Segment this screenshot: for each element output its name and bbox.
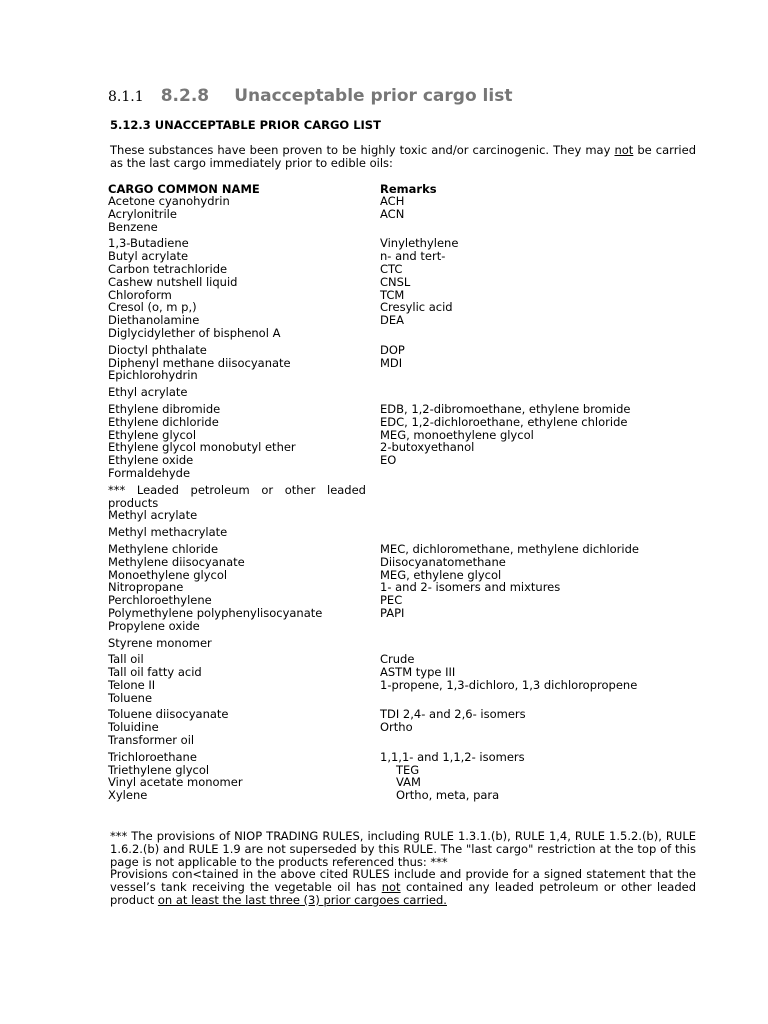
cargo-row [108,594,694,607]
intro-paragraph [110,144,696,170]
cargo-name: Formaldehyde [108,465,191,480]
intro-text-1: These substances have been proven to be highly toxic and/or carcinogenic. They may [110,143,615,157]
cargo-remark: 1- and 2- isomers and mixtures [380,580,561,595]
cargo-remark: MEG, ethylene glycol [380,567,502,582]
cargo-remark: EO [380,453,397,468]
cargo-row [108,734,694,747]
cargo-name: Cashew nutshell liquid [108,274,238,289]
cargo-name: Butyl acrylate [108,249,189,264]
cargo-name: Telone II [108,677,156,692]
cargo-name: Toluene [108,690,153,705]
cargo-remark [380,637,694,650]
cargo-remark: Cresylic acid [380,300,453,315]
cargo-row [108,666,694,679]
cargo-remark [380,734,694,747]
cargo-remark: DEA [380,313,404,328]
cargo-name: Diglycidylether of bisphenol A [108,325,281,340]
cargo-row [108,789,694,802]
cargo-name: Methylene diisocyanate [108,554,245,569]
cargo-remark: PEC [380,593,403,608]
footnote-paragraph-1: *** The provisions of NIOP TRADING RULES, including RULE 1.3.1.(b), RULE 1,4, RULE 1.5.2.(b), RULE 1.6.2.(b) and RULE 1.9 are not superseded by this RULE. The "last cargo" restriction at the top of this page is not applicable to the products referenced thus: *** [110,829,696,869]
cargo-remark: 2-butoxyethanol [380,440,475,455]
cargo-name: Ethylene dibromide [108,401,221,416]
cargo-name: Perchloroethylene [108,593,212,608]
cargo-name: Methylene chloride [108,541,219,556]
cargo-remark: Vinylethylene [380,236,459,251]
cargo-row [108,416,694,429]
cargo-remark: ASTM type III [380,665,456,680]
cargo-name: Xylene [108,788,148,803]
footnote-underlined-clause: on at least the last three (3) prior cargoes carried. [157,892,447,907]
cargo-remark: TDI 2,4- and 2,6- isomers [380,707,526,722]
cargo-list [108,195,694,802]
cargo-remark: EDB, 1,2-dibromoethane, ethylene bromide [380,401,631,416]
cargo-row [108,620,694,633]
cargo-name: Methyl acrylate [108,508,198,523]
cargo-row [108,751,694,764]
cargo-name: Diethanolamine [108,313,200,328]
cargo-remark: ACN [380,206,405,221]
cargo-name: Nitropropane [108,580,184,595]
footnote-text-b: contained any leaded petroleum or other leaded product [110,880,696,907]
cargo-name: Benzene [108,219,158,234]
cargo-name: Triethylene glycol [108,762,210,777]
cargo-name: Vinyl acetate monomer [108,775,243,790]
cargo-row [108,607,694,620]
cargo-row [108,386,694,399]
cargo-name: 1,3-Butadiene [108,236,189,251]
cargo-row [108,526,694,539]
cargo-remark [380,221,694,234]
cargo-remark [380,526,694,539]
cargo-name: Ethyl acrylate [108,385,188,400]
cargo-remark: CTC [380,261,403,276]
cargo-row [108,369,694,382]
cargo-name: Transformer oil [108,733,195,748]
cargo-remark: TCM [380,287,405,302]
cargo-row [108,467,694,480]
cargo-remark: MEG, monoethylene glycol [380,427,534,442]
cargo-name: Trichloroethane [108,749,197,764]
cargo-name: Polymethylene polyphenylisocyanate [108,605,323,620]
cargo-row [108,692,694,705]
cargo-remark: Ortho, meta, para [396,788,500,803]
cargo-name: Ethylene glycol [108,427,197,442]
cargo-name: Tall oil [108,652,144,667]
cargo-remark: n- and tert- [380,249,446,264]
cargo-row [108,484,694,510]
cargo-remark: 1,1,1- and 1,1,2- isomers [380,749,525,764]
cargo-name: Ethylene dichloride [108,414,219,429]
cargo-name: Tall oil fatty acid [108,665,202,680]
cargo-row [108,276,694,289]
cargo-remark: Ortho [380,720,413,735]
section-number: 8.2.8 [160,86,210,106]
cargo-remark [380,467,694,480]
footnote [110,830,696,907]
cargo-remark: MDI [380,355,403,370]
cargo-row [108,441,694,454]
cargo-remark: TEG [396,762,420,777]
cargo-name: Ethylene oxide [108,453,194,468]
cargo-name: Diphenyl methane diisocyanate [108,355,291,370]
cargo-remark [380,509,694,522]
cargo-remark: PAPI [380,605,405,620]
cargo-row [108,263,694,276]
cargo-name: *** Leaded petroleum or other leaded products [108,482,366,510]
cargo-row [108,344,694,357]
cargo-row [108,637,694,650]
cargo-name: Dioctyl phthalate [108,342,207,357]
cargo-remark: DOP [380,342,405,357]
remarks-header: Remarks [380,182,437,196]
cargo-name: Methyl methacrylate [108,525,228,540]
cargo-row [108,454,694,467]
cargo-remark: CNSL [380,274,411,289]
cargo-remark [380,369,694,382]
cargo-row [108,556,694,569]
cargo-row [108,327,694,340]
section-heading [108,86,512,106]
cargo-remark: VAM [396,775,421,790]
cargo-remark: MEC, dichloromethane, methylene dichloride [380,541,639,556]
cargo-remark [380,692,694,705]
footnote-text-a: Provisions con<tained in the above cited RULES include and provide for a signed statement that the vessel’s tank receiving the vegetable oil has [110,867,696,895]
cargo-remark [380,386,694,399]
subheading: 5.12.3 UNACCEPTABLE PRIOR CARGO LIST [110,118,381,132]
cargo-row [108,208,694,221]
cargo-name: Carbon tetrachloride [108,261,228,276]
cargo-row [108,721,694,734]
cargo-name: Monoethylene glycol [108,567,228,582]
cargo-row [108,403,694,416]
cargo-remark [380,327,694,340]
cargo-name: Epichlorohydrin [108,368,198,383]
intro-underlined: not [614,143,634,157]
cargo-name: Chloroform [108,287,172,302]
cargo-name: Propylene oxide [108,618,200,633]
cargo-remark: Crude [380,652,415,667]
cargo-remark: ACH [380,194,405,208]
cargo-name: Toluidine [108,720,159,735]
cargo-row [108,543,694,556]
cargo-name-header: CARGO COMMON NAME [108,182,260,196]
cargo-row [108,679,694,692]
cargo-name: Acetone cyanohydrin [108,194,230,208]
cargo-row [108,509,694,522]
footnote-paragraph-2 [110,868,696,906]
cargo-remark: Diisocyanatomethane [380,554,506,569]
cargo-name: Acrylonitrile [108,206,177,221]
intro-text-2: be carried as the last cargo immediately prior to edible oils: [110,143,696,170]
section-title: Unacceptable prior cargo list [234,86,513,106]
cargo-name: Cresol (o, m p,) [108,300,197,315]
cargo-name: Styrene monomer [108,635,212,650]
cargo-name: Ethylene glycol monobutyl ether [108,440,296,455]
cargo-remark: 1-propene, 1,3-dichloro, 1,3 dichloropropene [380,677,638,692]
cargo-row [108,221,694,234]
cargo-remark [380,620,694,633]
cargo-remark [380,484,694,510]
cargo-remark: EDC, 1,2-dichloroethane, ethylene chloride [380,414,628,429]
footnote-underlined-not: not [381,880,401,895]
section-number-small: 8.1.1 [108,89,144,105]
cargo-name: Toluene diisocyanate [108,707,229,722]
cargo-row [108,195,694,208]
